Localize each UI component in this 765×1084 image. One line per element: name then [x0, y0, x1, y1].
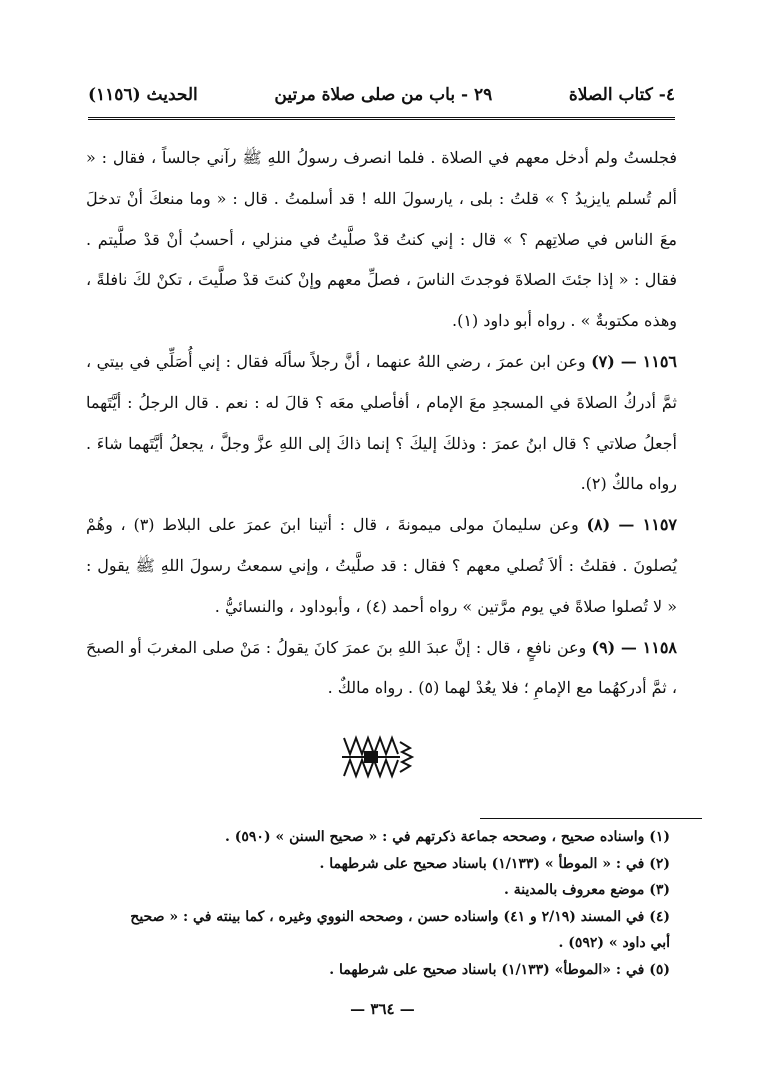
footnotes	[120, 824, 670, 983]
hadith-number: ١١٥٨ — (٩)	[591, 637, 677, 657]
header-book-title: ٤- كتاب الصلاة	[568, 85, 675, 105]
running-header	[88, 78, 675, 112]
header-rule	[88, 117, 675, 120]
hadith-number: ١١٥٦ — (٧)	[591, 351, 677, 371]
footnote-rule	[480, 818, 702, 819]
footnote-1: (١) واسناده صحيح ، وصححه جماعة ذكرتهم في : « صحيح السنن » (٥٩٠) .	[225, 829, 670, 845]
hadith-text: وعن سليمانَ مولى ميمونةَ ، قال : أتينا ابنَ عمرَ على البلاط (٣) ، وهُمْ يُصلونَ . فقلتُ : ألاَ تُصلي معهم ؟ فقال : قد صلَّيتُ ، وإني سمعتُ رسولَ اللهِ ﷺ يقول : « لا تُصلوا صلاةً في يوم مرَّتين » رواه أحمد (٤) ، وأبوداود ، والنسائيُّ .	[86, 515, 677, 616]
footnote-4: (٤) في المسند (٢/١٩ و ٤١) واسناده حسن ، وصححه النووي وغيره ، كما بينته في : « صحيح أبي داود » (٥٩٢) .	[130, 908, 670, 951]
page-number: — ٣٦٤ —	[350, 1000, 415, 1018]
hadith-text: وعن ابن عمرَ ، رضي اللهُ عنهما ، أنَّ رجلاً سألَه فقال : إني أُصَلِّي في بيتي ، ثمَّ أدركُ الصلاةَ في المسجدِ معَ الإمام ، أفأصلي معَه ؟ قالَ له : نعم . قال الرجلُ : أيَّتَهما أجعلُ صلاتي ؟ قال ابنُ عمرَ : وذلكَ إليكَ ؟ إنما ذاكَ إلى اللهِ عزَّ وجلَّ ، يجعلُ أيَّتَهما شاءَ . رواه مالكٌ (٢).	[86, 351, 678, 494]
hadith-1157	[86, 505, 677, 627]
hadith-1156	[86, 342, 677, 505]
hadith-number: ١١٥٧ — (٨)	[586, 515, 677, 535]
header-hadith-ref: الحديث (١١٥٦)	[88, 85, 198, 105]
main-text	[86, 138, 677, 709]
footnote-5: (٥) في : «الموطأ» (١/١٣٣) باسناد صحيح على شرطهما .	[329, 961, 670, 978]
footnote-3: (٣) موضع معروف بالمدينة .	[504, 882, 670, 898]
hadith-text: وعن نافعٍ ، قال : إنَّ عبدَ اللهِ بنَ عمرَ كانَ يقولُ : مَنْ صلى المغربَ أو الصبحَ ، ثمَّ أدركهُما مع الإمامِ ؛ فلا يعُدْ لهما (٥) . رواه مالكٌ .	[86, 637, 677, 698]
footnote-2: (٢) في : « الموطأ » (١/١٣٣) باسناد صحيح على شرطهما .	[319, 855, 670, 872]
hadith-1158	[86, 628, 677, 710]
header-chapter-title: ٢٩ - باب من صلى صلاة مرتين	[274, 85, 493, 105]
paragraph-continuation: فجلستُ ولم أدخل معهم في الصلاة . فلما انصرف رسولُ اللهِ ﷺ رآني جالساً ، فقال : « ألم تُسلم يايزيدُ ؟ » قلتُ : بلى ، يارسولَ الله ! قد أسلمتُ . قال : « وما منعكَ أنْ تدخلَ معَ الناس في صلاتِهم ؟ » قال : إني كنتُ قدْ صلَّيتُ في منزلي ، أحسبُ أنْ قدْ صلَّيتم . فقال : « إذا جئتَ الصلاةَ فوجدتَ الناسَ ، فصلِّ معهم وإنْ كنتَ قدْ صلَّيتَ ، تكنْ لكَ نافلةً ، وهذه مكتوبةٌ » . رواه أبو داود (١).	[86, 148, 677, 331]
ornament-divider-icon	[340, 734, 416, 780]
